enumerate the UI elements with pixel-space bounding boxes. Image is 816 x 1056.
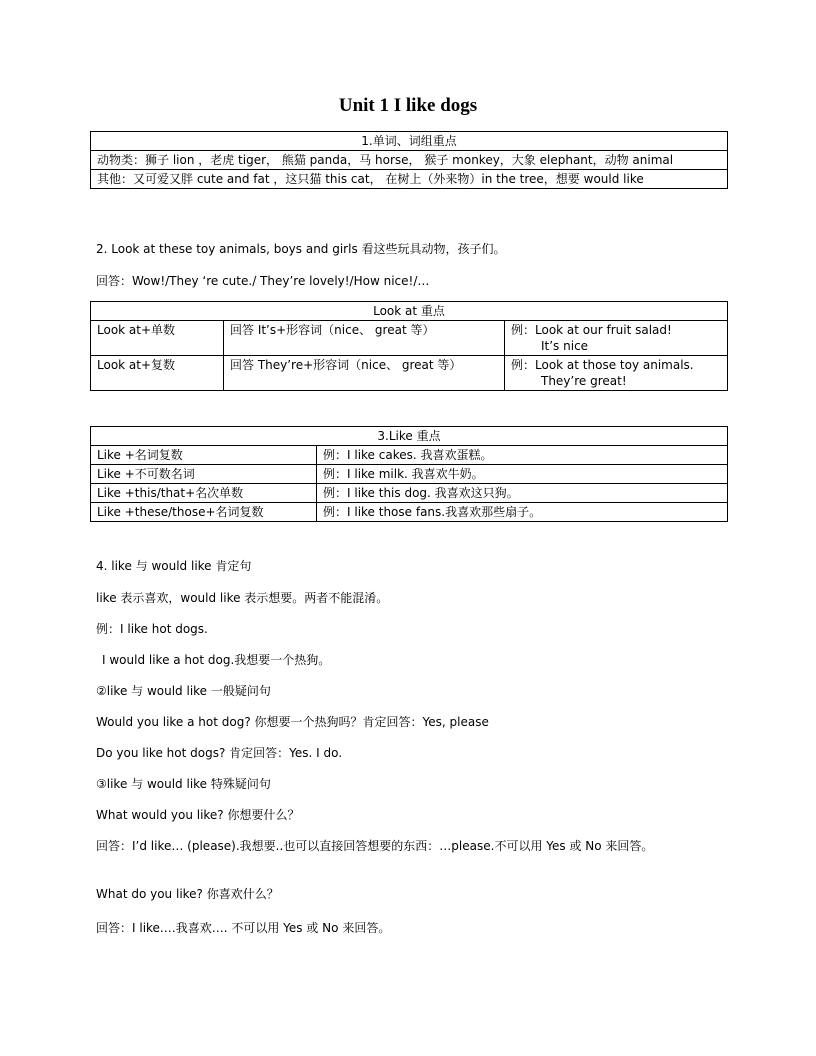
example-line: They’re great! xyxy=(541,374,627,388)
table-cell: 例：I like those fans.我喜欢那些扇子。 xyxy=(317,503,728,522)
paragraph-answer: 回答：Wow!/They ‘re cute./ They’re lovely!/How nice!/… xyxy=(96,274,430,288)
paragraph: What do you like? 你喜欢什么？ xyxy=(96,887,279,901)
table-row xyxy=(91,484,728,503)
table-cell: Like +不可数名词 xyxy=(91,465,317,484)
like-table xyxy=(90,426,728,522)
table-row xyxy=(91,465,728,484)
look-at-table xyxy=(90,301,728,391)
section-heading: 4. like 与 would like 肯定句 xyxy=(96,559,252,573)
table-row xyxy=(91,503,728,522)
paragraph: 回答：I’d like… (please).我想要..也可以直接回答想要的东西：…please.不可以用 Yes 或 No 来回答。 xyxy=(96,839,654,853)
vocabulary-animals-row: 动物类：狮子 lion ，老虎 tiger， 熊猫 panda，马 horse， 猴子 monkey，大象 elephant，动物 animal xyxy=(91,151,728,170)
table-cell: 回答 It’s+形容词（nice、 great 等） xyxy=(224,321,505,356)
paragraph-look-at: 2. Look at these toy animals, boys and girls 看这些玩具动物，孩子们。 xyxy=(96,242,506,256)
table-cell: Look at+复数 xyxy=(91,356,224,391)
paragraph: What would you like? 你想要什么？ xyxy=(96,808,300,822)
table-cell: 回答 They’re+形容词（nice、 great 等） xyxy=(224,356,505,391)
table-row xyxy=(91,446,728,465)
vocabulary-other-row: 其他：又可爱又胖 cute and fat ，这只猫 this cat， 在树上（外来物）in the tree，想要 would like xyxy=(91,170,728,189)
table-row xyxy=(91,356,728,391)
table-cell: Look at+单数 xyxy=(91,321,224,356)
paragraph: Would you like a hot dog? 你想要一个热狗吗？肯定回答：Yes, please xyxy=(96,715,489,729)
page-title: Unit 1 I like dogs xyxy=(338,95,478,116)
paragraph: like 表示喜欢，would like 表示想要。两者不能混淆。 xyxy=(96,591,389,605)
example-line: 例：Look at our fruit salad! xyxy=(511,323,672,337)
table-cell xyxy=(505,356,728,391)
table-cell: Like +these/those+名词复数 xyxy=(91,503,317,522)
table-cell: 例：I like cakes. 我喜欢蛋糕。 xyxy=(317,446,728,465)
table-cell: 例：I like this dog. 我喜欢这只狗。 xyxy=(317,484,728,503)
paragraph: 例：I like hot dogs. xyxy=(96,622,208,636)
table-cell: Like +名词复数 xyxy=(91,446,317,465)
table-cell: 例：I like milk. 我喜欢牛奶。 xyxy=(317,465,728,484)
look-at-table-header: Look at 重点 xyxy=(91,302,728,321)
paragraph: I would like a hot dog.我想要一个热狗。 xyxy=(102,653,331,667)
table-cell: Like +this/that+名次单数 xyxy=(91,484,317,503)
table-cell xyxy=(505,321,728,356)
example-line: 例：Look at those toy animals. xyxy=(511,358,694,372)
paragraph: ③like 与 would like 特殊疑问句 xyxy=(96,777,271,791)
vocabulary-table-header: 1.单词、词组重点 xyxy=(91,132,728,151)
paragraph: ②like 与 would like 一般疑问句 xyxy=(96,684,271,698)
vocabulary-table xyxy=(90,131,728,189)
like-table-header: 3.Like 重点 xyxy=(91,427,728,446)
example-line: It’s nice xyxy=(541,339,589,353)
paragraph: 回答：I like.…我喜欢…. 不可以用 Yes 或 No 来回答。 xyxy=(96,921,391,935)
table-row xyxy=(91,321,728,356)
paragraph: Do you like hot dogs? 肯定回答：Yes. I do. xyxy=(96,746,343,760)
